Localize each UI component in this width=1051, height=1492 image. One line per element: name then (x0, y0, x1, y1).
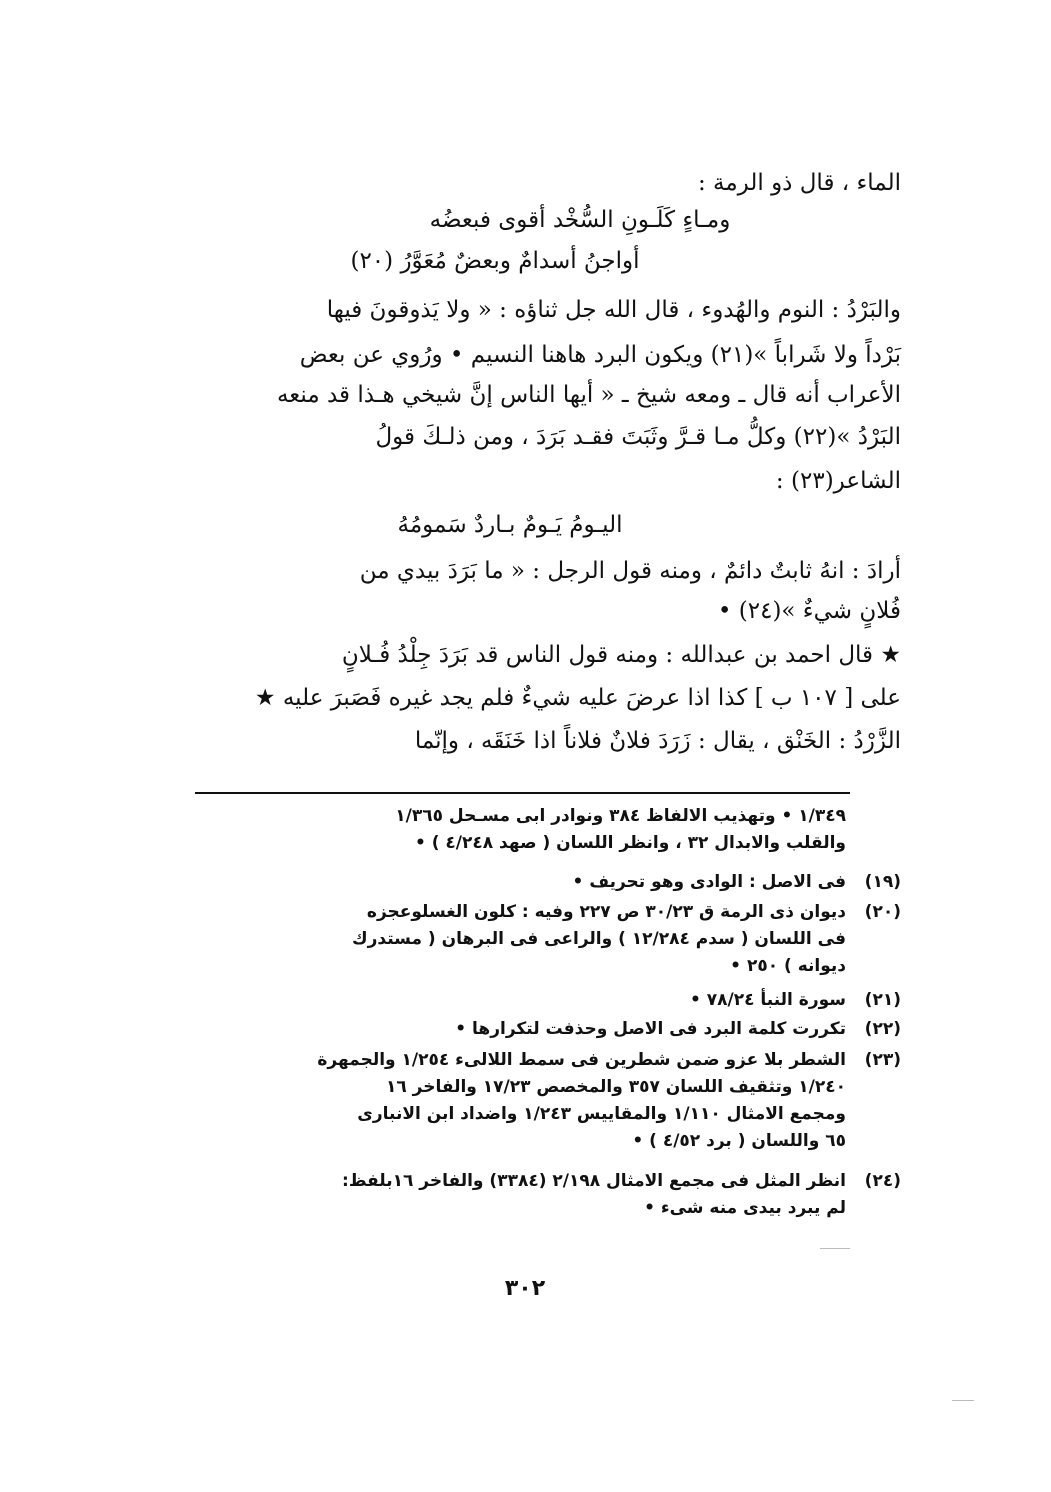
footnote-carryover (206, 803, 846, 857)
footnote-text (206, 899, 846, 980)
footnote-line: فى الاصل : الوادى وهو تحريف • (572, 872, 846, 892)
footnote-separator-rule (195, 792, 850, 794)
footnote-number: (٢٤) (864, 1171, 901, 1191)
paragraph-line: الزَّرْدُ : الخَنْق ، يقال : زَرَدَ فلانٌ فلاناً اذا خَنَقَه ، وإنّما (414, 728, 901, 754)
footnote-line: سورة النبأ ٧٨/٢٤ • (689, 990, 846, 1010)
footnote-line: لم يبرد بيدى منه شىء • (644, 1198, 846, 1218)
body-line-intro: الماء ، قال ذو الرمة : (697, 170, 901, 196)
footnote-number: (٢٣) (864, 1050, 901, 1070)
footnote-line: ديوانه ) ٢٥٠ • (730, 956, 846, 976)
footnote-line: ١/٣٤٩ • وتهذيب الالفاظ ٣٨٤ ونوادر ابى مسـحل ١/٣٦٥ (395, 806, 846, 826)
footnote-line: والقلب والابدال ٣٢ ، وانظر اللسان ( صهد ٤/٢٤٨ ) • (414, 833, 846, 853)
footnote-line: ديوان ذى الرمة ق ٣٠/٢٣ ص ٢٢٧ وفيه : كلون الغسلوعجزه (366, 902, 846, 922)
scan-speck (820, 1248, 850, 1249)
footnote-number: (٢٠) (864, 902, 901, 922)
paragraph-line: الأعراب أنه قال ـ ومعه شيخ ـ « أيها الناس إنَّ شيخي هـذا قد منعه (276, 382, 901, 408)
footnote-text (206, 869, 846, 896)
footnote-text (206, 987, 846, 1014)
footnote-line: ومجمع الامثال ١/١١٠ والمقاييس ١/٢٤٣ واضداد ابن الانبارى (357, 1104, 846, 1124)
paragraph-line: فُلانٍ شيءٌ »(٢٤) • (717, 598, 901, 624)
paragraph-line: على [ ١٠٧ ب ] كذا اذا عرضَ عليه شيءٌ فلم يجد غيره فَصَبرَ عليه ★ (254, 685, 901, 711)
footnote-number: (٢١) (864, 990, 901, 1010)
footnote-line: انظر المثل فى مجمع الامثال ٢/١٩٨ (٣٣٨٤) والفاخر ١٦بلفظ: (342, 1171, 846, 1191)
paragraph-line: البَرْدُ »(٢٢) وكلُّ مـا قـرَّ وثَبَتَ فقـد بَرَدَ ، ومن ذلـكَ قولُ (375, 424, 901, 450)
footnote-text (206, 1168, 846, 1222)
paragraph-line: الشاعر(٢٣) : (775, 468, 901, 494)
footnote-line: فى اللسان ( سدم ١٢/٢٨٤ ) والراعى فى البرهان ( مستدرك (352, 929, 846, 949)
page-number: ٣٠٢ (504, 1276, 546, 1301)
paragraph-line: ★ قال احمد بن عبدالله : ومنه قول الناس قد بَرَدَ جِلْدُ فُـلانٍ (341, 642, 901, 668)
footnote-line: ٦٥ واللسان ( برد ٤/٥٢ ) • (632, 1131, 846, 1151)
paragraph-line: بَرْداً ولا شَراباً »(٢١) ويكون البرد هاهنا النسيم • ورُوي عن بعض (299, 342, 901, 368)
footnote-line: ١/٢٤٠ وتثقيف اللسان ٣٥٧ والمخصص ١٧/٢٣ والفاخر ١٦ (385, 1077, 846, 1097)
verse-second-hemistich: أواجنُ أسدامٌ وبعضٌ مُعَوَّرُ (٢٠) (350, 248, 640, 274)
paragraph-line: والبَرْدُ : النوم والهُدوء ، قال الله جل ثناؤه : « ولا يَذوقونَ فيها (326, 297, 901, 323)
footnote-number: (٢٢) (864, 1019, 901, 1039)
verse-single-hemistich: اليـومُ يَـومٌ بـاردٌ سَمومُهُ (397, 512, 623, 538)
footnote-number: (١٩) (864, 872, 901, 892)
paragraph-line: أرادَ : انهُ ثابتٌ دائمٌ ، ومنه قول الرجل : « ما بَرَدَ بيدي من (359, 558, 901, 584)
scan-speck (952, 1400, 974, 1401)
footnote-line: تكررت كلمة البرد فى الاصل وحذفت لتكرارها • (455, 1019, 846, 1039)
verse-first-hemistich: ومـاءٍ كَلَـونِ السُّخْد أقوى فبعضُه (429, 207, 731, 233)
footnote-line: الشطر بلا عزو ضمن شطرين فى سمط اللالىء ١/٢٥٤ والجمهرة (317, 1050, 846, 1070)
footnote-text (206, 1047, 846, 1155)
footnote-text (206, 1016, 846, 1043)
